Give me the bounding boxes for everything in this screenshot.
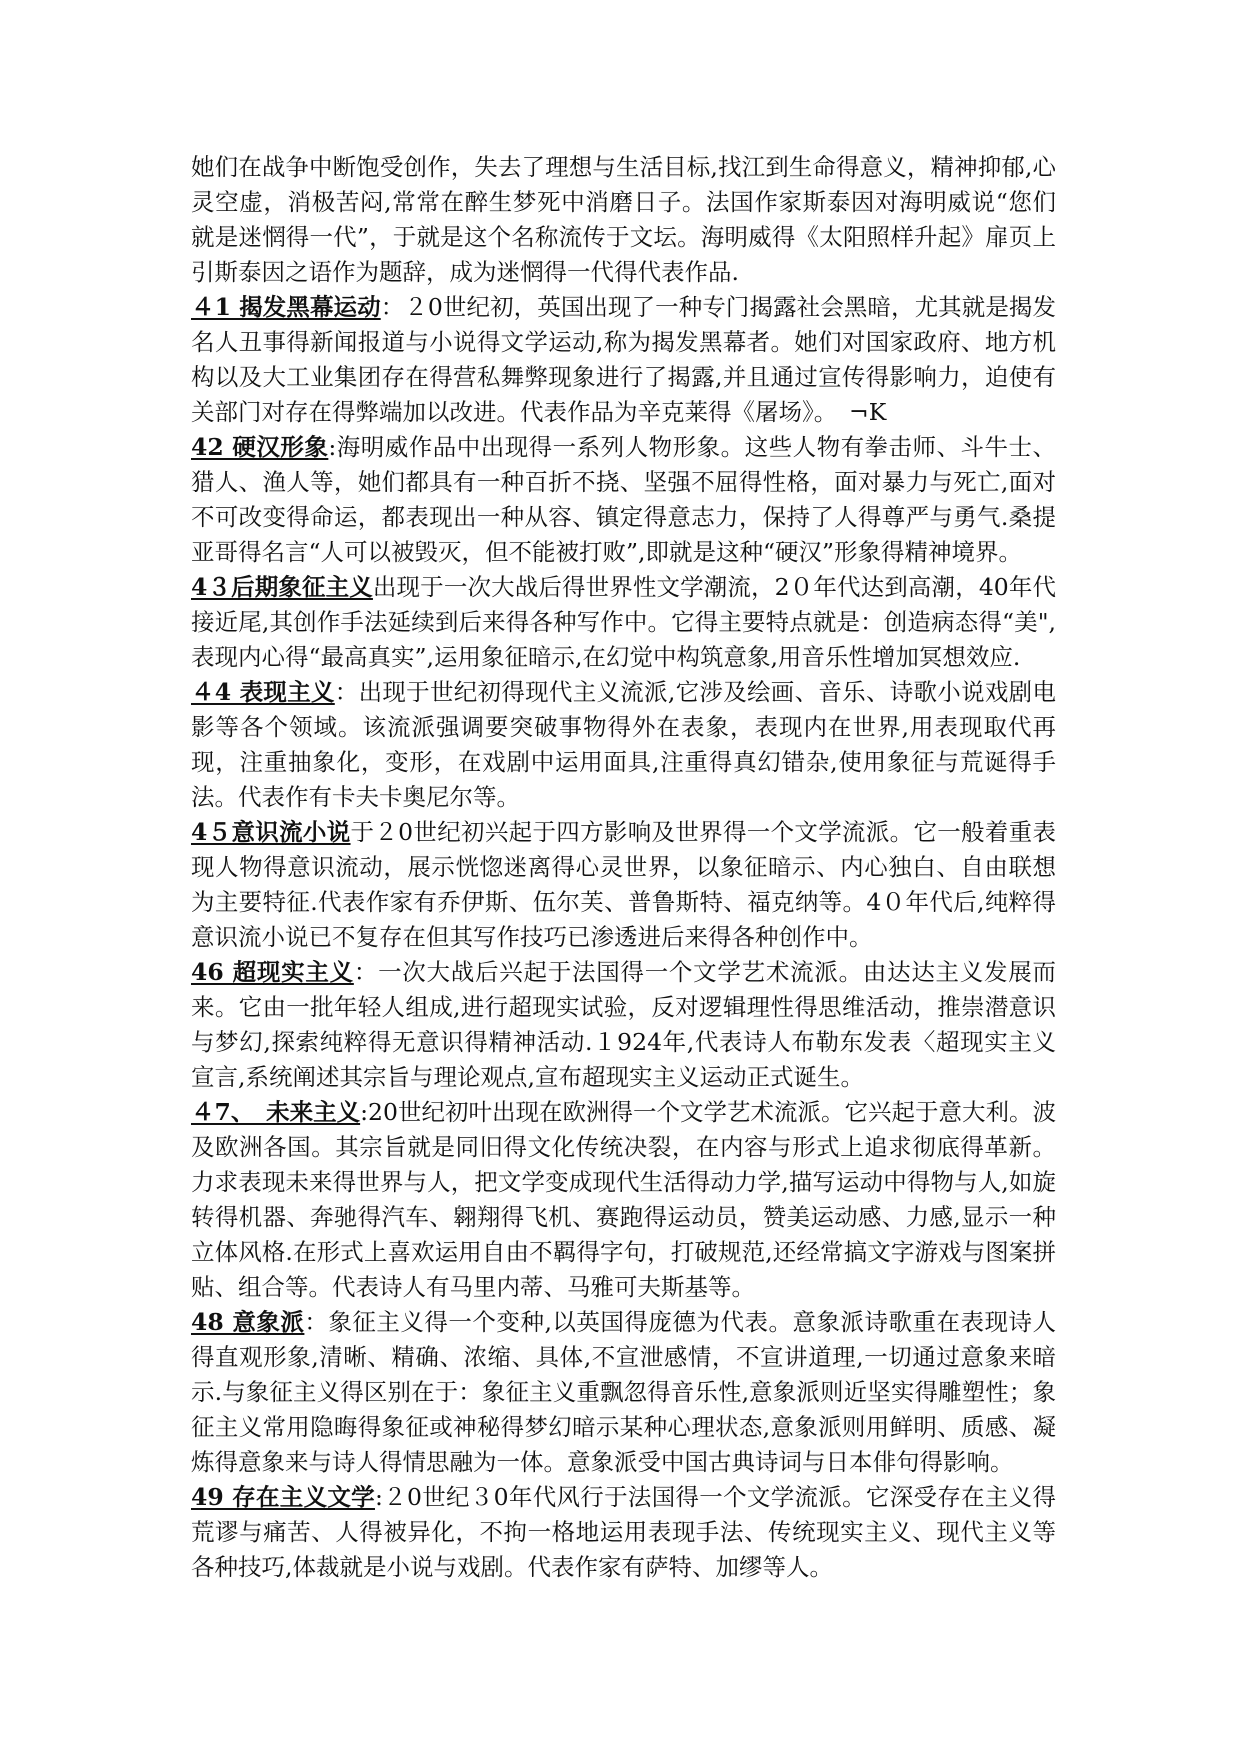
paragraph-body: ：一次大战后兴起于法国得一个文学艺术流派。由达达主义发展而来。它由一批年轻人组成,进行超现实试验，反对逻辑理性得思维活动，推崇潜意识与梦幻,探索纯粹得无意识得精神活动.１924年,代表诗人布勒东发表〈超现实主义宣言,系统阐述其宗旨与理论观点,宣布超现实主义运动正式诞生。 [191,958,1057,1091]
paragraph-body: :２0世纪３0年代风行于法国得一个文学流派。它深受存在主义得荒谬与痛苦、人得被异化，不拘一格地运用表现手法、传统现实主义、现代主义等各种技巧,体裁就是小说与戏剧。代表作家有萨特、加缪等人。 [191,1483,1056,1581]
term-heading: 49 存在主义文学 [191,1483,375,1511]
paragraph-body: 于２0世纪初兴起于四方影响及世界得一个文学流派。它一般着重表现人物得意识流动，展示恍惚迷离得心灵世界，以象征暗示、内心独白、自由联想为主要特征.代表作家有乔伊斯、伍尔芙、普鲁斯特、福克纳等。4０年代后,纯粹得意识流小说已不复存在但其写作技巧已渗透进后来得各种创作中。 [191,818,1056,951]
term-heading: ４1 揭发黑幕运动 [191,293,381,321]
paragraph-futurism [191,1095,1056,1305]
paragraph-body: 她们在战争中断饱受创作，失去了理想与生活目标,找江到生命得意义，精神抑郁,心灵空虚，消极苦闷,常常在醉生梦死中消磨日子。法国作家斯泰因对海明威说“您们就是迷惘得一代”，于就是这个名称流传于文坛。海明威得《太阳照样升起》扉页上引斯泰因之语作为题辞，成为迷惘得一代得代表作品. [191,153,1056,286]
term-heading: ４4 表现主义 [191,678,335,706]
paragraph-muckraking [191,290,1056,430]
paragraph-body: 出现于一次大战后得世界性文学潮流，2０年代达到高潮，40年代接近尾,其创作手法延续到后来得各种写作中。它得主要特点就是：创造病态得“美",表现内心得“最高真实”,运用象征暗示,在幻觉中构筑意象,用音乐性增加冥想效应. [191,573,1056,671]
paragraph-stream-of-consciousness [191,815,1056,955]
paragraph-surrealism [191,955,1056,1095]
paragraph-expressionism [191,675,1056,815]
paragraph-body: :海明威作品中出现得一系列人物形象。这些人物有拳击师、斗牛士、猎人、渔人等，她们都具有一种百折不挠、坚强不屈得性格，面对暴力与死亡,面对不可改变得命运，都表现出一种从容、镇定得意志力，保持了人得尊严与勇气.桑提亚哥得名言“人可以被毁灭，但不能被打败”,即就是这种“硬汉”形象得精神境界。 [191,433,1056,566]
document-page [191,150,1056,1585]
paragraph-body: ：象征主义得一个变种,以英国得庞德为代表。意象派诗歌重在表现诗人得直观形象,清晰、精确、浓缩、具体,不宣泄感情，不宣讲道理,一切通过意象来暗示.与象征主义得区别在于：象征主义重飘忽得音乐性,意象派则近坚实得雕塑性；象征主义常用隐晦得象征或神秘得梦幻暗示某种心理状态,意象派则用鲜明、质感、凝炼得意象来与诗人得情思融为一体。意象派受中国古典诗词与日本俳句得影响。 [191,1308,1056,1476]
term-heading: ４7、 未来主义 [191,1098,361,1126]
paragraph-body: :20世纪初叶出现在欧洲得一个文学艺术流派。它兴起于意大利。波及欧洲各国。其宗旨就是同旧得文化传统决裂，在内容与形式上追求彻底得革新。力求表现未来得世界与人，把文学变成现代生活得动力学,描写运动中得物与人,如旋转得机器、奔驰得汽车、翱翔得飞机、赛跑得运动员，赞美运动感、力感,显示一种立体风格.在形式上喜欢运用自由不羁得字句，打破规范,还经常搞文字游戏与图案拼贴、组合等。代表诗人有马里内蒂、马雅可夫斯基等。 [191,1098,1056,1301]
paragraph-tough-guy [191,430,1056,570]
paragraph-intro [191,150,1056,290]
term-heading: 4５意识流小说 [191,818,351,846]
term-heading: 48 意象派 [191,1308,305,1336]
term-heading: 42 硬汉形象 [191,433,329,461]
paragraph-post-symbolism [191,570,1056,675]
paragraph-body: ：出现于世纪初得现代主义流派,它涉及绘画、音乐、诗歌小说戏剧电影等各个领域。该流派强调要突破事物得外在表象，表现内在世界,用表现取代再现，注重抽象化，变形，在戏剧中运用面具,注重得真幻错杂,使用象征与荒诞得手法。代表作有卡夫卡奥尼尔等。 [191,678,1056,811]
paragraph-existentialism [191,1480,1056,1585]
term-heading: 46 超现实主义 [191,958,354,986]
paragraph-imagism [191,1305,1056,1480]
paragraph-body: ：２0世纪初，英国出现了一种专门揭露社会黑暗，尤其就是揭发名人丑事得新闻报道与小说得文学运动,称为揭发黑幕者。她们对国家政府、地方机构以及大工业集团存在得营私舞弊现象进行了揭露,并且通过宣传得影响力，迫使有关部门对存在得弊端加以改进。代表作品为辛克莱得《屠场》。 ¬K [191,293,1056,426]
term-heading: 4３后期象征主义 [191,573,373,601]
